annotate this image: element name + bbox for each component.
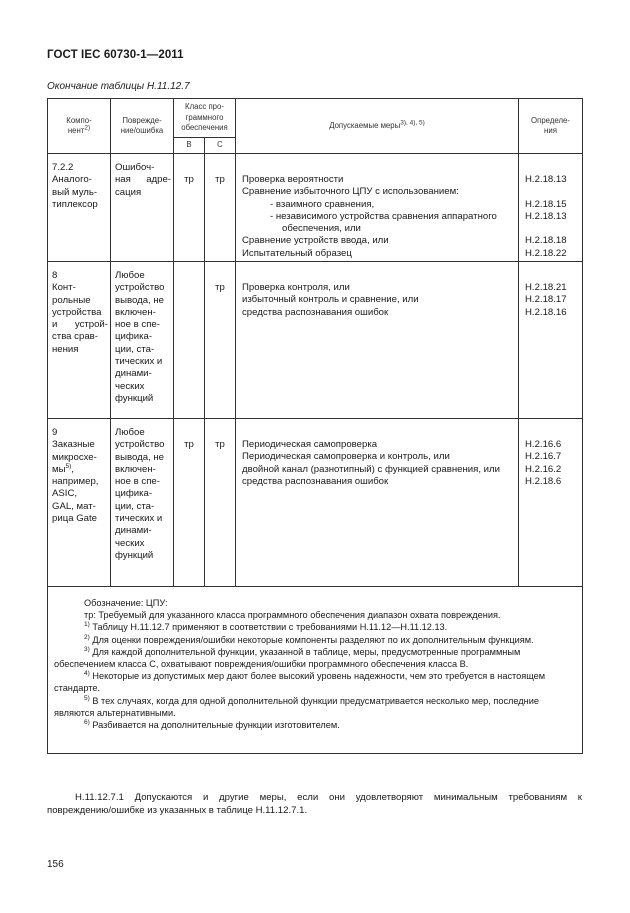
- measures-table: [47, 98, 583, 754]
- note-3: $^{3)}$ Для каждой дополнительной функции, указанной в таблице, меры, предусмотренные программным обеспечением класса С, охватывают повреждения/ошибки программного обеспечения класса В.: [54, 645, 521, 670]
- row-damage: Любое устройство вывода, не включен- ное в спе- цифика- ции, ста- тических и динами- ческих функций: [111, 262, 174, 419]
- table-row: [48, 154, 583, 262]
- row-measures: Проверка вероятности Сравнение избыточного ЦПУ с использованием: - взаимного сравнения, - независимого устройства сравнения аппаратного обеспечения, или Сравнение устройств ввода, или Испытательный образец: [236, 154, 519, 262]
- header-definitions: Определе- ния: [519, 99, 583, 154]
- header-class-c: С: [205, 138, 236, 154]
- table-header-row-1: [48, 99, 583, 138]
- row-class-b: тр: [174, 154, 205, 262]
- note-tr: тр: Требуемый для указанного класса программного обеспечения диапазон охвата повреждения.: [84, 610, 501, 621]
- row-definitions: Н.2.16.6 Н.2.16.7 Н.2.16.2 Н.2.18.6: [519, 419, 583, 587]
- table-notes-row: [48, 587, 583, 754]
- table-row: [48, 419, 583, 587]
- note-6: $^{6)}$ Разбивается на дополнительные функции изготовителем.: [84, 718, 340, 731]
- header-software-class: Класс про- граммного обеспечения: [174, 99, 236, 138]
- note-4: $^{4)}$ Некоторые из допустимых мер дают более высокий уровень надежности, чем это требуется в настоящем стандарте.: [54, 670, 546, 694]
- table-row: [48, 262, 583, 419]
- header-measures: Допускаемые меры$^{3), 4), 5)}$: [236, 99, 519, 154]
- standard-header: ГОСТ IEC 60730-1—2011: [47, 49, 184, 61]
- row-damage: Любое устройство вывода, не включен- ное в спе- цифика- ции, ста- тических и динами- ческих функций: [111, 419, 174, 587]
- row-definitions: Н.2.18.13 Н.2.18.15 Н.2.18.13 Н.2.18.18 Н.2.18.22: [519, 154, 583, 262]
- header-damage: Поврежде- ние/ошибка: [111, 99, 174, 154]
- row-class-b: [174, 262, 205, 419]
- note-2: $^{2)}$ Для оценки повреждения/ошибки некоторые компоненты разделяют по их дополнительным функциям.: [84, 633, 534, 645]
- page-number: 156: [47, 859, 64, 870]
- row-component: 9 Заказные микросхе- $мы^{5)}$, например, ASIC, GAL, мат- рица Gate: [48, 419, 111, 587]
- row-definitions: Н.2.18.21 Н.2.18.17 Н.2.18.16: [519, 262, 583, 419]
- row-class-c: тр: [205, 419, 236, 587]
- header-component: Компо- нент$^{2)}$: [48, 99, 111, 154]
- note-1: $^{1)}$ Таблицу Н.11.12.7 применяют в соответствии с требованиями Н.11.12—Н.11.12.13.: [84, 621, 448, 633]
- row-class-b: тр: [174, 419, 205, 587]
- row-class-c: тр: [205, 154, 236, 262]
- table-notes: [48, 587, 583, 754]
- row-component: 8 Конт- рольные устройства и устрой- ства срав- нения: [48, 262, 111, 419]
- row-damage: Ошибоч- ная адре- сация: [111, 154, 174, 262]
- note-5: $^{5)}$ В тех случаях, когда для одной дополнительной функции предусматривается несколько мер, последние являются альтернативными.: [54, 694, 539, 718]
- row-class-c: тр: [205, 262, 236, 419]
- paragraph-h11-12-7-1: Н.11.12.7.1 Допускаются и другие меры, если они удовлетворяют минимальным требованиям к повреждению/ошибке из указанных в таблице Н.11.12.7.1.: [47, 792, 582, 816]
- row-component: 7.2.2 Аналого- вый муль- типлексор: [48, 154, 111, 262]
- header-class-b: В: [174, 138, 205, 154]
- table-caption: Окончание таблицы Н.11.12.7: [47, 81, 190, 92]
- row-measures: Периодическая самопроверка Периодическая самопроверка и контроль, или двойной канал (разнотипный) с функцией сравнения, или средства распознавания ошибок: [236, 419, 519, 587]
- note-designation: Обозначение: ЦПУ:: [84, 598, 168, 608]
- row-measures: Проверка контроля, или избыточный контроль и сравнение, или средства распознавания ошибок: [236, 262, 519, 419]
